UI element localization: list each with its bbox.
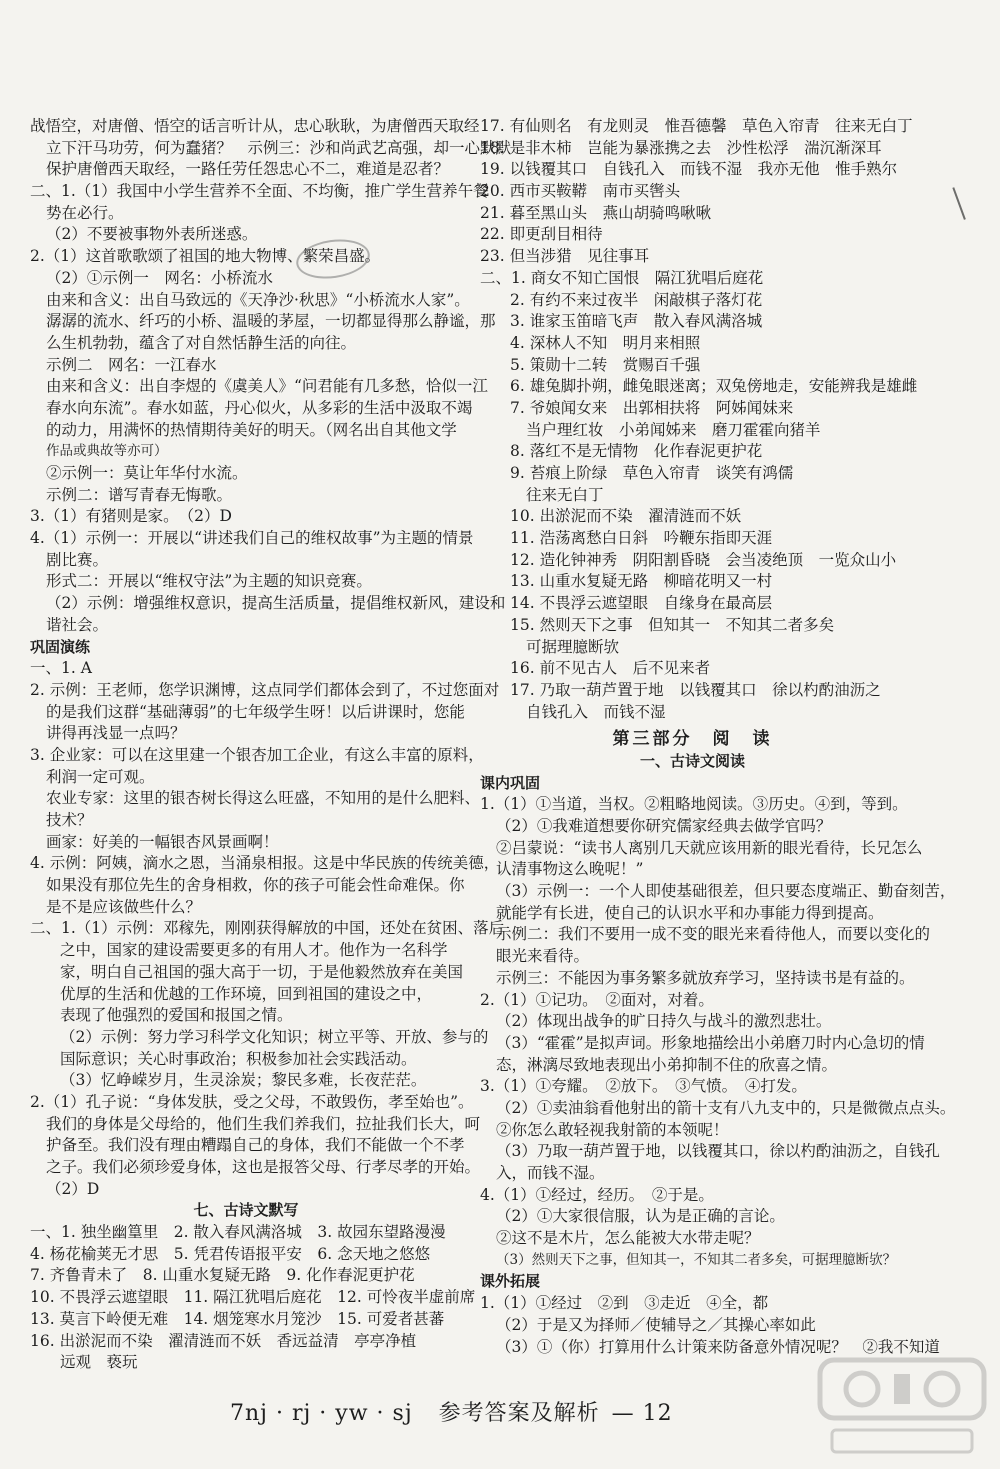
text-line: 作品或典故等亦可）	[46, 443, 168, 460]
text-line: 战悟空，对唐僧、悟空的话言听计从，忠心耿耿，为唐僧西天取经	[30, 117, 480, 135]
text-line: 1.（1）①当道，当权。②粗略地阅读。③历史。④到，等到。	[480, 795, 908, 814]
text-line: 1.（1）①经过 ②到 ③走近 ④全，都	[480, 1294, 769, 1313]
text-line: 可据理臆断欤	[526, 637, 620, 656]
text-line: 国际意识；关心时事政治；积极参加社会实践活动。	[60, 1049, 417, 1068]
text-line: ②你怎么敢轻视我射箭的本领呢！	[496, 1120, 729, 1139]
text-line: 4. 深林人不知 明月来相照	[510, 333, 701, 352]
text-line: （2）①大家很信服，认为是正确的言论。	[496, 1207, 785, 1226]
text-line: （2）①卖油翁看他射出的箭十支有八九支中的，只是微微点点头。	[496, 1098, 956, 1117]
text-line: 23. 但当涉猎 见往事耳	[480, 247, 650, 266]
text-line: 农业专家：这里的银杏树长得这么旺盛，不知用的是什么肥料、	[46, 789, 481, 808]
text-line: 的是我们这群“基础薄弱”的七年级学生呀！以后讲课时，您能	[46, 702, 465, 721]
footer-label: 参考答案及解析	[438, 1401, 600, 1426]
text-line: 11. 浩荡离愁白日斜 吟鞭东指即天涯	[510, 529, 773, 548]
text-line: 4.（1）①经过，经历。 ②于是。	[480, 1185, 714, 1204]
text-line: 14. 不畏浮云遮望眼 自缘身在最高层	[510, 594, 773, 613]
text-line: （2）D	[46, 1179, 100, 1198]
text-line: 势在必行。	[46, 203, 124, 222]
text-line: 17. 有仙则名 有龙则灵 惟吾德馨 草色入帘青 往来无白丁	[480, 117, 913, 135]
text-line: 利润一定可观。	[46, 767, 155, 786]
text-line: 保护唐僧西天取经，一路任劳任怨忠心不二，难道是忍者？	[46, 160, 450, 179]
text-line: 10. 不畏浮云遮望眼 11. 隔江犹唱后庭花 12. 可怜夜半虚前席	[30, 1288, 476, 1307]
text-line: 之子。我们必须珍爱身体，这也是报答父母、行孝尽孝的开始。	[46, 1158, 481, 1176]
section-heading: 巩固演练	[30, 637, 91, 656]
text-line: （3）①（你）打算用什么计策来防备意外情况呢？ ②我不知道	[496, 1337, 940, 1356]
text-line: 10. 出淤泥而不染 濯清涟而不妖	[510, 507, 742, 526]
text-line: 二、1. 商女不知亡国恨 隔江犹唱后庭花	[480, 268, 764, 287]
text-line: （3）示例一：一个人即使基础很差，但只要态度端正、勤奋刻苦，	[496, 882, 956, 901]
text-line: 一、1. A	[30, 659, 92, 678]
text-line: 二、1.（1）示例：邓稼先，刚刚获得解放的中国，还处在贫困、落后	[30, 919, 505, 938]
text-line: ②示例一：莫让年华付水流。	[46, 464, 248, 482]
text-line: 往来无白丁	[526, 485, 604, 504]
text-line: 2. 示例：王老师，您学识渊博，这点同学们都体会到了，不过您面对	[30, 680, 500, 699]
text-line: （2）于是又为择师／使辅导之／其操心率如此	[496, 1315, 816, 1334]
text-line: 入，而钱不湿。	[496, 1164, 605, 1182]
text-line: 如果没有那位先生的舍身相救，你的孩子可能会性命难保。你	[46, 876, 465, 895]
text-line: 9. 苔痕上阶绿 草色入帘青 谈笑有鸿儒	[510, 464, 794, 482]
text-line: （3）乃取一葫芦置于地，以钱覆其口，徐以杓酌油沥之，自钱孔	[496, 1142, 940, 1161]
text-line: 15. 然则天下之事 但知其一 不知其二者多矣	[510, 615, 835, 634]
site-watermark-logo	[812, 1352, 992, 1462]
section-heading: 课外拓展	[480, 1272, 541, 1291]
section-title: 一、古诗文阅读	[639, 751, 745, 770]
text-line: 形式二：开展以“维权守法”为主题的知识竞赛。	[46, 572, 372, 591]
pen-mark	[952, 186, 968, 220]
text-line: 21. 暮至黑山头 燕山胡骑鸣啾啾	[480, 203, 712, 222]
text-line: 7. 齐鲁青未了 8. 山重水复疑无路 9. 化作春泥更护花	[30, 1266, 415, 1285]
text-line: 的动力，用满怀的热情期待美好的明天。（网名出自其他文学	[46, 420, 457, 439]
text-line: 3. 谁家玉笛暗飞声 散入春风满洛城	[510, 312, 763, 331]
text-line: 4. 示例：阿姨，滴水之恩，当涌泉相报。这是中华民族的传统美德，	[30, 854, 500, 873]
text-line: 由来和含义：出自马致远的《天净沙·秋思》“小桥流水人家”。	[46, 290, 470, 309]
text-line: 就能学有长进，使自己的认识水平和办事能力得到提高。	[496, 903, 884, 922]
text-line: 3. 企业家：可以在这里建一个银杏加工企业，有这么丰富的原料，	[30, 745, 484, 764]
text-line: 7. 爷娘闻女来 出郭相扶将 阿姊闻妹来	[510, 398, 794, 417]
page-number: 12	[642, 1401, 673, 1426]
text-line: 么生机勃勃，蕴含了对自然恬静生活的向往。	[46, 333, 357, 352]
text-line: 当户理红妆 小弟闻姊来 磨刀霍霍向猪羊	[526, 420, 821, 439]
text-line: 眼光来看待。	[496, 947, 590, 966]
text-line: 13. 莫言下岭便无难 14. 烟笼寒水月笼沙 15. 可爱者甚蕃	[30, 1309, 445, 1328]
text-line: 我们的身体是父母给的，他们生我们养我们，拉扯我们长大，呵	[46, 1114, 481, 1133]
book-code: 7nj · rj · yw · sj	[230, 1401, 413, 1426]
text-line: 6. 雄兔脚扑朔，雌兔眼迷离；双兔傍地走，安能辨我是雄雌	[510, 377, 918, 396]
text-line: 22. 即更刮目相待	[480, 225, 603, 244]
text-line: 护备至。我们没有理由糟蹋自己的身体，我们不能做一个不孝	[46, 1136, 465, 1155]
text-line: 3.（1）①夸耀。 ②放下。 ③气愤。 ④打发。	[480, 1077, 807, 1096]
text-line: （2）体现出战争的旷日持久与战斗的激烈悲壮。	[496, 1012, 832, 1031]
text-line: 家，明白自己祖国的强大高于一切，于是他毅然放弃在美国	[60, 962, 464, 981]
text-line: 优厚的生活和优越的工作环境，回到祖国的建设之中，	[60, 984, 433, 1003]
section-heading: 课内巩固	[480, 773, 541, 792]
text-line: （2）不要被事物外表所迷惑。	[46, 225, 258, 244]
text-line: 态，淋漓尽致地表现出小弟抑制不住的欣喜之情。	[496, 1055, 838, 1074]
right-column	[480, 116, 956, 1358]
text-line: ②吕蒙说：“读书人离别几天就应该用新的眼光看待，长兄怎么	[496, 838, 923, 857]
text-line: 3.（1）有猪则是家。 （2）D	[30, 507, 232, 526]
text-line: 剧比赛。	[46, 550, 109, 569]
text-line: 远观 亵玩	[60, 1353, 138, 1372]
footer-dash: —	[611, 1401, 635, 1426]
text-line: 认清事物这么晚呢！”	[496, 860, 644, 879]
text-line: 2.（1）孔子说：“身体发肤，受之父母，不敢毁伤，孝至始也”。	[30, 1092, 474, 1111]
text-line: 2.（1）①记功。 ②面对，对着。	[480, 990, 714, 1009]
text-line: 2. 有约不来过夜半 闲敲棋子落灯花	[510, 290, 763, 309]
text-line: 16. 出淤泥而不染 濯清涟而不妖 香远益清 亭亭净植	[30, 1331, 417, 1350]
page-footer	[230, 1396, 673, 1427]
text-line: 4. 杨花榆荚无才思 5. 凭君传语报平安 6. 念天地之悠悠	[30, 1244, 431, 1263]
text-line: （3）忆峥嵘岁月，生灵涂炭；黎民多难，长夜茫茫。	[60, 1071, 427, 1090]
text-line: ②这不是木片，怎么能被大水带走呢？	[496, 1229, 760, 1248]
text-line: 示例三：不能因为事务繁多就放弃学习，坚持读书是有益的。	[496, 968, 915, 987]
text-line: 17. 乃取一葫芦置于地 以钱覆其口 徐以杓酌油沥之	[510, 680, 881, 699]
text-line: 技术？	[46, 811, 93, 829]
text-line: （2）示例：增强维权意识，提高生活质量，提倡维权新风，建设和	[46, 594, 506, 613]
text-line: 13. 山重水复疑无路 柳暗花明又一村	[510, 572, 773, 591]
text-line: 示例二 网名：一江春水	[46, 355, 217, 374]
text-line: 19. 以钱覆其口 自钱孔入 而钱不湿 我亦无他 惟手熟尔	[480, 160, 898, 179]
text-line: 示例二：谱写青春无悔歌。	[46, 485, 233, 504]
text-line: 由来和含义：出自李煜的《虞美人》“问君能有几多愁，恰似一江	[46, 377, 488, 396]
text-line: 自钱孔入 而钱不湿	[526, 702, 666, 721]
text-line: 谐社会。	[46, 615, 109, 634]
text-line: 画家：好美的一幅银杏风景画啊！	[46, 832, 279, 851]
text-line: 表现了他强烈的爱国和报国之情。	[60, 1006, 293, 1025]
text-line: 潺潺的流水、纤巧的小桥、温暖的茅屋，一切都显得那么静谧，那	[46, 312, 496, 331]
text-line: 8. 落红不是无情物 化作春泥更护花	[510, 442, 763, 461]
text-line: 春水向东流”。春水如蓝，丹心似火，从多彩的生活中汲取不竭	[46, 398, 473, 417]
text-line: 讲得再浅显一点吗？	[46, 724, 186, 743]
text-line: （3）“霍霍”是拟声词。形象地描绘出小弟磨刀时内心急切的情	[496, 1033, 925, 1052]
text-line: 16. 前不见古人 后不见来者	[510, 659, 711, 678]
text-line: 示例二：我们不要用一成不变的眼光来看待他人，而要以变化的	[496, 925, 931, 944]
text-line: 2.（1）这首歌歌颂了祖国的地大物博、繁荣昌盛。	[30, 247, 381, 266]
text-line: （2）示例：努力学习科学文化知识；树立平等、开放、参与的	[60, 1027, 489, 1046]
text-line: 立下汗马功劳，何为蠢猪？ 示例三：沙和尚武艺高强，却一心默默	[46, 138, 512, 157]
text-line: 二、1.（1）我国中小学生营养不全面、不均衡，推广学生营养午餐	[30, 182, 489, 201]
part-title: 第三部分 阅 读	[612, 729, 773, 750]
text-line: 12. 造化钟神秀 阴阳割昏晓 会当凌绝顶 一览众山小	[510, 550, 897, 569]
text-line: 是不是应该做些什么？	[46, 897, 202, 916]
text-line: 之中，国家的建设需要更多的有用人才。他作为一名科学	[60, 941, 448, 960]
text-line: 5. 策勋十二转 赏赐百千强	[510, 355, 701, 374]
section-title: 七、古诗文默写	[193, 1201, 299, 1220]
text-line: 20. 西市买鞍鞯 南市买辔头	[480, 182, 681, 201]
text-line: 4.（1）示例一：开展以“讲述我们自己的维权故事”为主题的情景	[30, 529, 474, 548]
text-line: （2）①我难道想要你研究儒家经典去做学官吗？	[496, 817, 832, 835]
text-line: 18. 是非木柿 岂能为暴涨携之去 沙性松浮 湍沉渐深耳	[480, 138, 882, 157]
text-line: （2）①示例一 网名：小桥流水	[46, 268, 273, 287]
text-line: 一、1. 独坐幽篁里 2. 散入春风满洛城 3. 故园东望路漫漫	[30, 1223, 446, 1242]
text-line: （3）然则天下之事，但知其一，不知其二者多矣，可据理臆断欤？	[496, 1251, 897, 1268]
